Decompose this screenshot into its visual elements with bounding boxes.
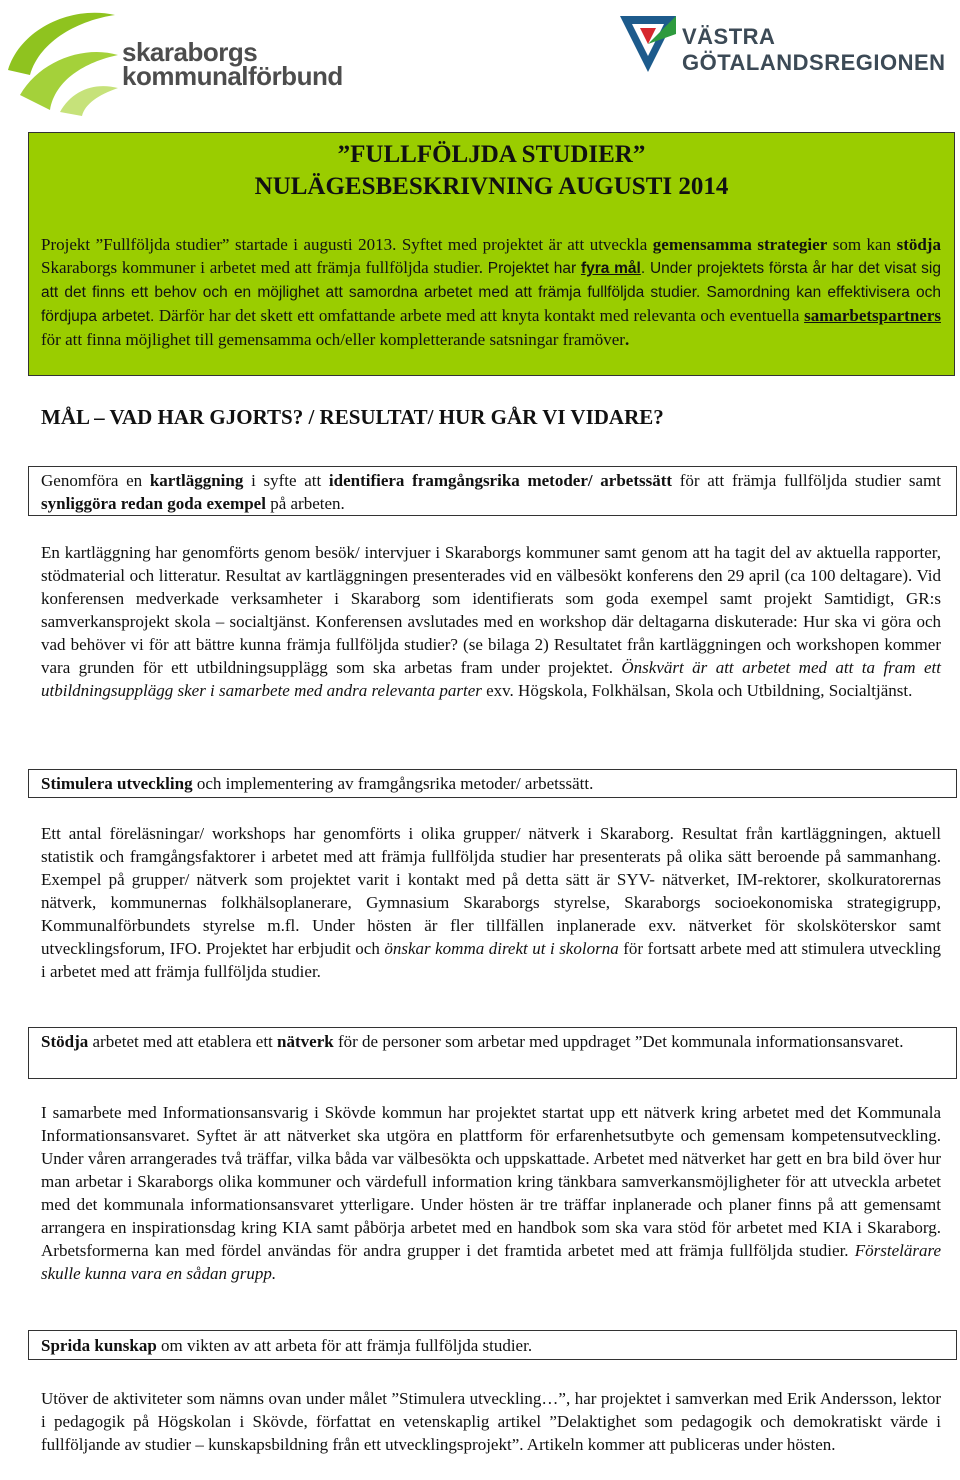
goal-text: Stimulera utveckling och implementering av framgångsrika metoder/ arbetssätt.	[41, 774, 594, 793]
skaraborgs-kommunalforbund-logo	[0, 0, 343, 118]
document-title: ”FULLFÖLJDA STUDIER”	[337, 141, 646, 168]
goal-text: Sprida kunskap om vikten av att arbeta för att främja fullföljda studier.	[41, 1336, 533, 1355]
section-heading: MÅL – VAD HAR GJORTS? / RESULTAT/ HUR GÅR VI VIDARE?	[41, 405, 664, 429]
body-paragraph-1: En kartläggning har genomförts genom besök/ intervjuer i Skaraborgs kommuner samt genom att ha tagit del av aktuella rapporter, stödmaterial och litteratur. Resultat av kartläggningen presenterades vid en välbesökt konferens den 29 april (ca 100 deltagare). Vid konferensen medverkade verksamheter i Skaraborg som identifierats som goda exempel samt projekt Samtidigt, GR:s samverkansprojekt skola – socialtjänst. Konferensen avslutades med en workshop där deltagarna diskuterade: Hur ska vi göra och vad behöver vi för att bättre kunna främja fullföljda studier? (se bilaga 2) Resultatet från kartläggningen och workshopen kommer vara grunden för ett utbildningsupplägg som ska arbetas fram under projektet. Önskvärt är att arbetet med att ta fram ett utbildningsupplägg sker i samarbete med andra relevanta parter exv. Högskola, Folkhälsan, Skola och Utbildning, Socialtjänst.	[41, 543, 941, 700]
logo-text-line1: skaraborgs	[122, 37, 258, 67]
goal-text: Stödja arbetet med att etablera ett nätverk för de personer som arbetar med uppdraget ”Det kommunala informationsansvaret.	[41, 1032, 904, 1051]
swirl-logo-icon	[0, 0, 130, 118]
vastra-gotalandsregionen-logo	[618, 12, 958, 82]
intro-paragraph: Projekt ”Fullföljda studier” startade i augusti 2013. Syftet med projektet är att utveckla gemensamma strategier som kan stödja Skaraborgs kommuner i arbetet med att främja fullföljda studier. Projektet har fyra mål. Under projektets första år har det visat sig att det finns ett behov och en möjlighet att samordna arbetet med att främja fullföljda studier. Samordning kan effektivisera och fördjupa arbetet. Därför har det skett ett omfattande arbete med att knyta kontakt med relevanta och eventuella samarbetspartners för att finna möjlighet till gemensamma och/eller kompletterande satsningar framöver.	[41, 235, 941, 349]
goal-box-4	[28, 1330, 957, 1360]
logo-text-line1: VÄSTRA	[682, 24, 776, 49]
region-emblem-icon	[618, 14, 678, 76]
intro-banner	[28, 132, 955, 376]
body-paragraph-2: Ett antal föreläsningar/ workshops har genomförts i olika grupper/ nätverk i Skaraborg. Resultat från kartläggningen, aktuell statistik och framgångsfaktorer i arbetet med att främja fullföljda studier har presenterats på olika sätt beroende på sammanhang. Exempel på grupper/ nätverk som projektet varit i kontakt med på detta sätt är SYV- nätverket, IM-rektorer, skolkuratorernas nätverk, kommunernas folkhälsoplanerare, Gymnasium Skaraborgs styrelse, Skaraborgs socioekonomiska strategigrupp, Kommunalförbundets styrelse m.fl. Under hösten är fler tillfällen inplanerade exv. nätverket för skolsköterskor samt utvecklingsforum, IFO. Projektet har erbjudit och önskar komma direkt ut i skolorna för fortsatt arbete med att stimulera utveckling i arbetet med att främja fullföljda studier.	[41, 824, 941, 981]
goal-box-2	[28, 769, 957, 798]
goal-text: Genomföra en kartläggning i syfte att identifiera framgångsrika metoder/ arbetssätt för att främja fullföljda studier samt synliggöra redan goda exempel på arbeten.	[41, 471, 941, 513]
logo-text-line2: kommunalförbund	[122, 61, 343, 91]
goal-box-1	[28, 466, 957, 516]
body-paragraph-3: I samarbete med Informationsansvarig i Skövde kommun har projektet startat upp ett nätverk kring arbetet med det Kommunala Informationsansvaret. Syftet är att nätverket ska utgöra en plattform för erfarenhetsutbyte och gemensam kompetensutveckling. Under våren arrangerades två träffar, vilka båda var välbesökta och uppskattade. Arbetet med nätverket har gett en bra bild över hur man arbetar i Skaraborgs olika kommuner och värdefull information kring tänkbara samverkansmöjligheter för att utveckla arbetet med det kommunala informationsansvaret ytterligare. Under hösten är tre träffar inplanerade och planer finns på att gemensamt arrangera en inspirationsdag kring KIA samt påbörja arbetet med en handbok som ska vara stöd för arbetet med KIA i Skaraborg. Arbetsformerna kan med fördel användas för andra grupper i det framtida arbetet med att främja fullföljda studier. Förstelärare skulle kunna vara en sådan grupp.	[41, 1103, 941, 1283]
logo-text-line2: GÖTALANDSREGIONEN	[682, 50, 946, 75]
body-paragraph-4: Utöver de aktiviteter som nämns ovan under målet ”Stimulera utveckling…”, har projektet i samverkan med Erik Andersson, lektor i pedagogik på Högskolan i Skövde, författat en vetenskaplig artikel ”Delaktighet som pedagogik och demokratiskt värde i fullföljande av studier – kunskapsbildning från ett utvecklingsprojekt”. Artikeln kommer att publiceras under hösten.	[41, 1389, 941, 1454]
goal-box-3	[28, 1027, 957, 1079]
document-subtitle: NULÄGESBESKRIVNING AUGUSTI 2014	[254, 173, 729, 200]
